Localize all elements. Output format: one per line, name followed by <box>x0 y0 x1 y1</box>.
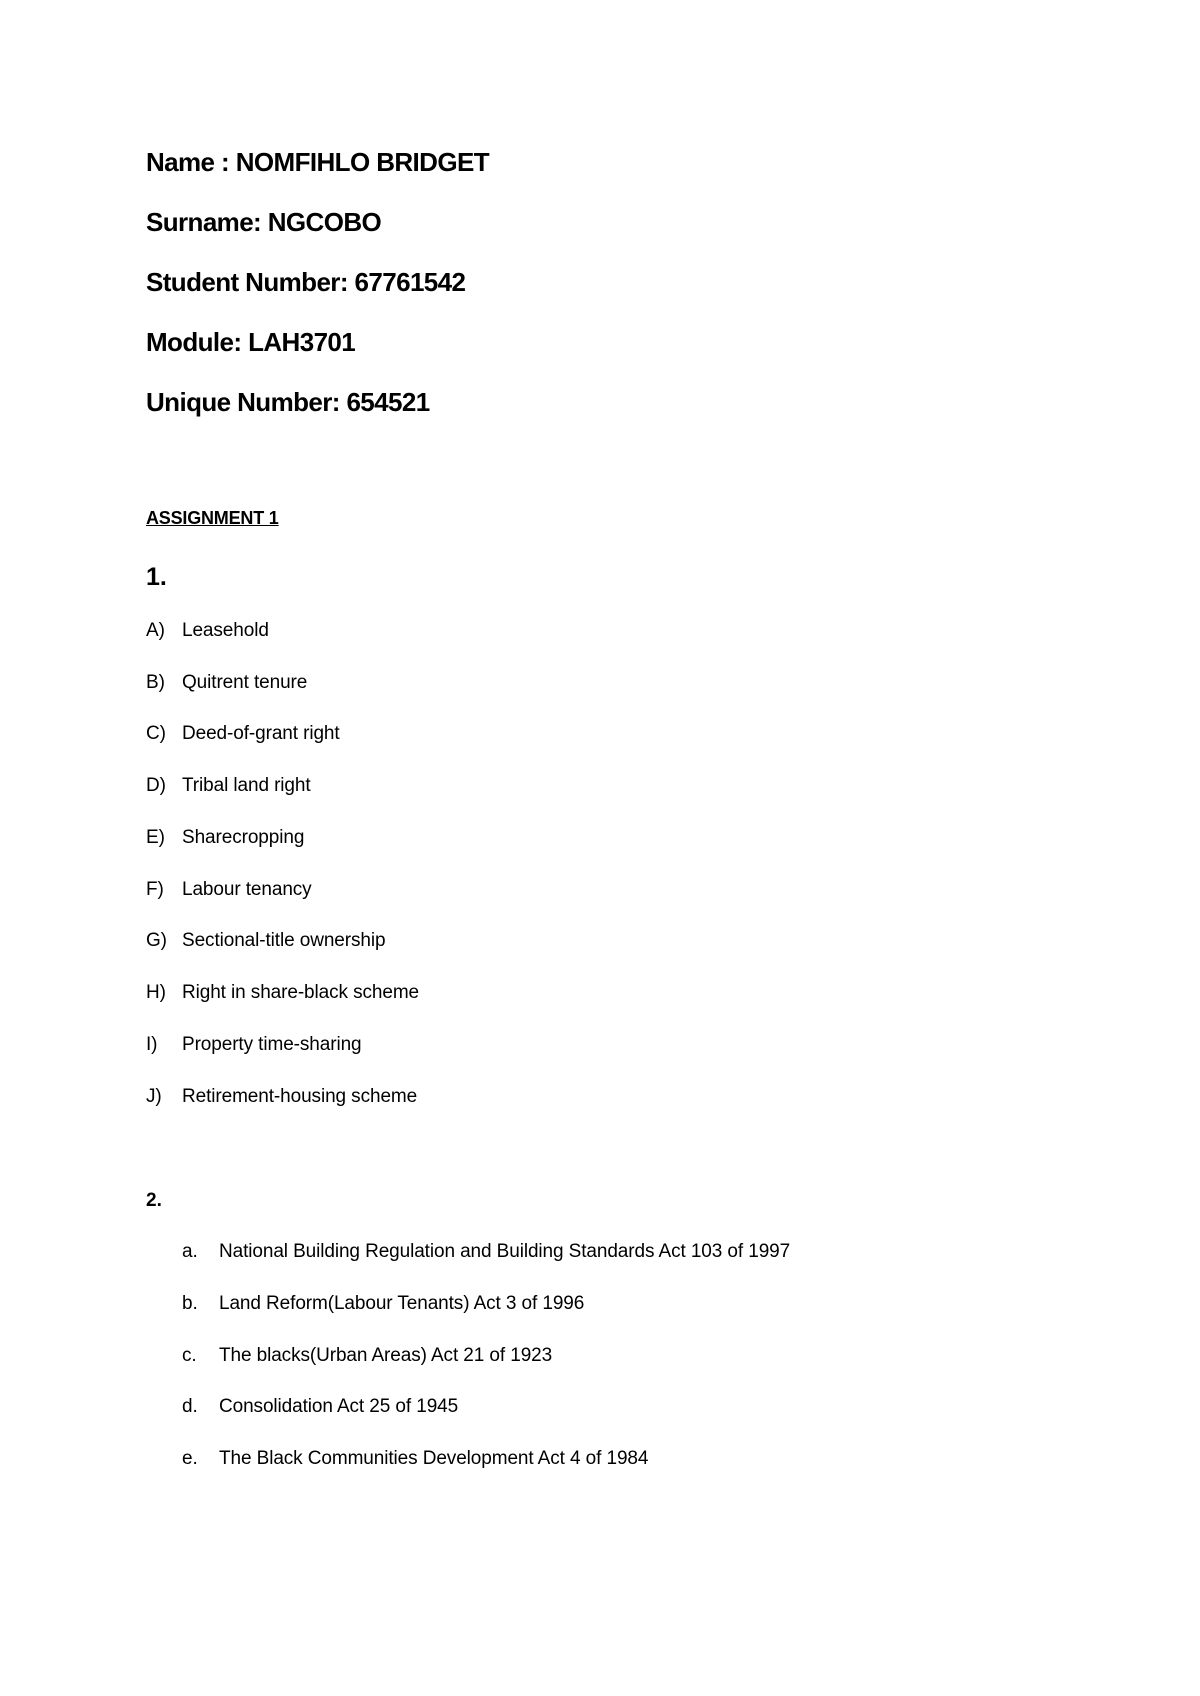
list-item-text: Deed-of-grant right <box>182 723 340 744</box>
list-marker: B) <box>146 672 165 693</box>
list-item-text: Consolidation Act 25 of 1945 <box>219 1396 459 1417</box>
list-item-text: Tribal land right <box>182 775 311 796</box>
student-surname: Surname: NGCOBO <box>146 207 382 237</box>
list-item-text: National Building Regulation and Building Standards Act 103 of 1997 <box>219 1241 791 1262</box>
list-marker: c. <box>182 1345 197 1366</box>
list-marker: J) <box>146 1086 162 1107</box>
list-marker: C) <box>146 723 166 744</box>
list-marker: a. <box>182 1241 198 1262</box>
list-item-text: Quitrent tenure <box>182 672 308 693</box>
list-marker: d. <box>182 1396 198 1417</box>
list-marker: H) <box>146 982 166 1003</box>
list-item-text: Property time-sharing <box>182 1034 362 1055</box>
list-item-text: Land Reform(Labour Tenants) Act 3 of 1996 <box>219 1293 585 1314</box>
list-marker: D) <box>146 775 166 796</box>
question-1-number: 1. <box>146 563 167 591</box>
list-marker: b. <box>182 1293 198 1314</box>
question-2-number: 2. <box>146 1190 162 1211</box>
list-item-text: The blacks(Urban Areas) Act 21 of 1923 <box>219 1345 553 1366</box>
list-marker: G) <box>146 930 167 951</box>
list-marker: I) <box>146 1034 158 1055</box>
list-item-text: Leasehold <box>182 620 269 641</box>
list-marker: e. <box>182 1448 198 1469</box>
student-name: Name : NOMFIHLO BRIDGET <box>146 147 489 177</box>
assignment-title: ASSIGNMENT 1 <box>146 508 279 528</box>
module-code: Module: LAH3701 <box>146 327 356 357</box>
list-item-text: Labour tenancy <box>182 879 312 900</box>
list-item-text: Retirement-housing scheme <box>182 1086 418 1107</box>
student-number: Student Number: 67761542 <box>146 267 466 297</box>
list-item-text: The Black Communities Development Act 4 of 1984 <box>219 1448 649 1469</box>
list-item-text: Sectional-title ownership <box>182 930 386 951</box>
list-item-text: Right in share-black scheme <box>182 982 420 1003</box>
list-marker: F) <box>146 879 164 900</box>
list-item-text: Sharecropping <box>182 827 305 848</box>
unique-number: Unique Number: 654521 <box>146 387 430 417</box>
list-marker: E) <box>146 827 165 848</box>
list-marker: A) <box>146 620 165 641</box>
